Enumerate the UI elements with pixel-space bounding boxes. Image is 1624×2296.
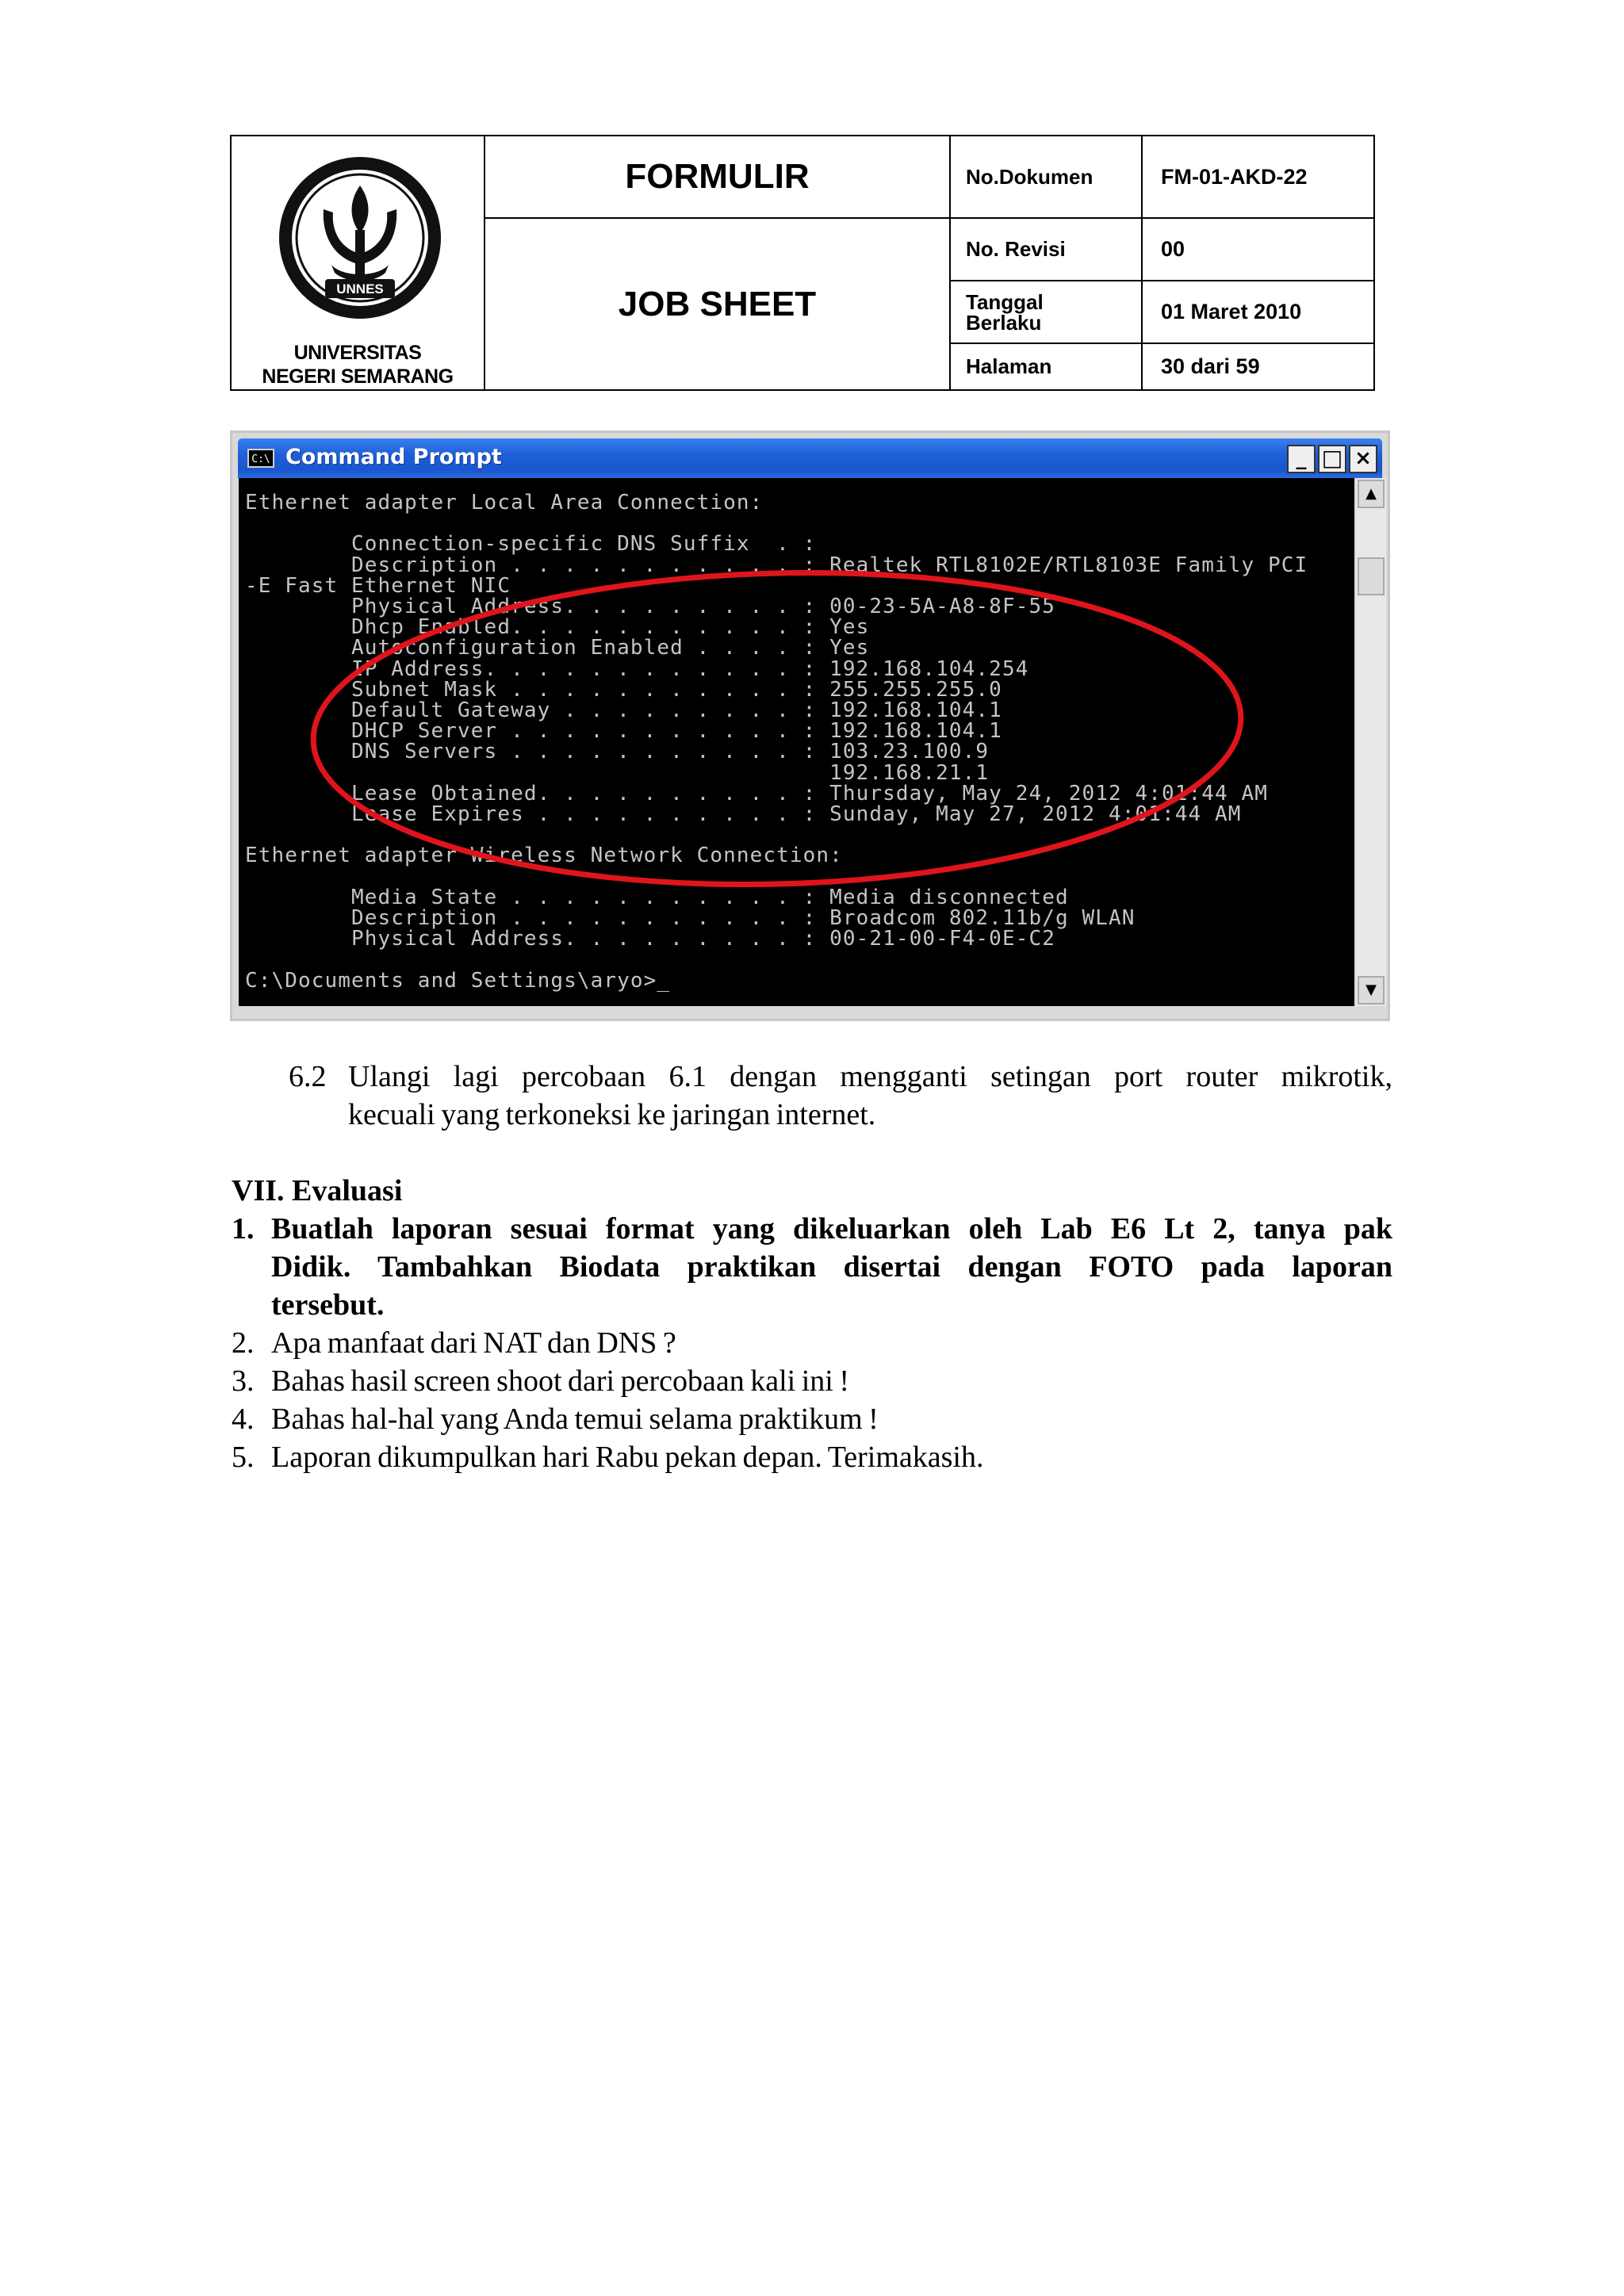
console-line: C:\Documents and Settings\aryo>_ [245, 968, 671, 993]
section-heading: VII. Evaluasi [232, 1174, 403, 1207]
command-prompt-window [230, 430, 1390, 1021]
console-lines [245, 492, 1308, 991]
console-line: Subnet Mask . . . . . . . . . . . : 255.255.255.0 [245, 677, 1002, 702]
document-header-table [230, 135, 1375, 391]
university-name [232, 341, 484, 388]
list-item-text-line: Didik. Tambahkan Biodata praktikan disertai dengan FOTO pada laporan [271, 1250, 1392, 1284]
window-titlebar[interactable] [238, 438, 1382, 478]
form-subtitle: JOB SHEET [618, 284, 817, 323]
logo-cell [232, 136, 484, 389]
console-line: IP Address. . . . . . . . . . . . : 192.168.104.254 [245, 656, 1029, 681]
console-line: Physical Address. . . . . . . . . : 00-21-00-F4-0E-C2 [245, 927, 1055, 951]
revision-label: No. Revisi [966, 237, 1066, 261]
console-line: Media State . . . . . . . . . . . : Media disconnected [245, 885, 1069, 909]
university-name-line: UNIVERSITAS [293, 342, 422, 364]
close-button[interactable]: × [1349, 445, 1377, 473]
console-line: 192.168.21.1 [245, 760, 990, 785]
doc-number-value: FM-01-AKD-22 [1161, 164, 1308, 189]
console-line [245, 949, 1308, 970]
console-line: DHCP Server . . . . . . . . . . . : 192.168.104.1 [245, 719, 1002, 744]
list-item-number: 5. [232, 1441, 255, 1474]
unnes-logo-icon [276, 154, 444, 322]
list-item-text-line: Buatlah laporan sesuai format yang dikeluarkan oleh Lab E6 Lt 2, tanya pak [271, 1212, 1392, 1246]
list-item-text: Laporan dikumpulkan hari Rabu pekan depan. Terimakasih. [271, 1441, 984, 1474]
minimize-button[interactable]: _ [1287, 445, 1316, 473]
list-item-text-line: tersebut. [271, 1288, 385, 1322]
console-line: Connection-specific DNS Suffix . : [245, 532, 817, 557]
step-text-line: Ulangi lagi percobaan 6.1 dengan mengganti setingan port router mikrotik, [348, 1060, 1392, 1093]
console-output[interactable] [239, 478, 1354, 1006]
page-value: 30 dari 59 [1161, 354, 1260, 378]
console-line: Lease Expires . . . . . . . . . . : Sunday, May 27, 2012 4:01:44 AM [245, 802, 1242, 827]
console-line: Description . . . . . . . . . . . : Broadcom 802.11b/g WLAN [245, 906, 1136, 931]
console-icon: C:\ [247, 449, 274, 468]
doc-number-label: No.Dokumen [966, 164, 1094, 189]
console-line: Autoconfiguration Enabled . . . . : Yes [245, 636, 870, 660]
list-item-text: Bahas hasil screen shoot dari percobaan kali ini ! [271, 1364, 849, 1398]
form-title: FORMULIR [625, 157, 810, 196]
console-line: Description . . . . . . . . . . . : Realtek RTL8102E/RTL8103E Family PCI [245, 553, 1308, 577]
console-line: Ethernet adapter Local Area Connection: [245, 491, 764, 515]
console-line: DNS Servers . . . . . . . . . . . : 103.23.100.9 [245, 740, 990, 764]
window-title: Command Prompt [285, 445, 502, 469]
svg-text:UNNES: UNNES [336, 281, 384, 297]
list-item-text: Apa manfaat dari NAT dan DNS ? [271, 1326, 676, 1360]
console-line: Default Gateway . . . . . . . . . : 192.168.104.1 [245, 698, 1002, 723]
scroll-down-icon[interactable]: ▼ [1358, 976, 1385, 1004]
maximize-button[interactable]: □ [1318, 445, 1346, 473]
university-name-line: NEGERI SEMARANG [262, 365, 454, 388]
scrollbar-thumb[interactable] [1358, 557, 1385, 595]
console-line [245, 867, 1308, 887]
table-divider [949, 136, 951, 389]
list-item-number: 2. [232, 1326, 255, 1360]
console-line: Lease Obtained. . . . . . . . . . : Thursday, May 24, 2012 4:01:44 AM [245, 781, 1269, 806]
console-line: Dhcp Enabled. . . . . . . . . . . : Yes [245, 615, 870, 640]
effective-date-value: 01 Maret 2010 [1161, 300, 1302, 323]
step-number: 6.2 [289, 1060, 327, 1093]
revision-value: 00 [1161, 237, 1185, 261]
console-line: -E Fast Ethernet NIC [245, 573, 511, 598]
page-label: Halaman [966, 354, 1052, 378]
vertical-scrollbar[interactable] [1356, 478, 1386, 1006]
console-line [245, 825, 1308, 845]
step-text-line: kecuali yang terkoneksi ke jaringan internet. [348, 1098, 876, 1131]
list-item-number: 1. [232, 1212, 255, 1246]
console-line: Physical Address. . . . . . . . . : 00-23-5A-A8-8F-55 [245, 595, 1055, 619]
list-item-number: 3. [232, 1364, 255, 1398]
console-line: Ethernet adapter Wireless Network Connection: [245, 844, 843, 868]
list-item-number: 4. [232, 1402, 255, 1436]
list-item-text: Bahas hal-hal yang Anda temui selama praktikum ! [271, 1402, 879, 1436]
console-line [245, 513, 1308, 534]
effective-date-label: Tanggal Berlaku [966, 289, 1044, 335]
scroll-up-icon[interactable]: ▲ [1358, 480, 1385, 508]
